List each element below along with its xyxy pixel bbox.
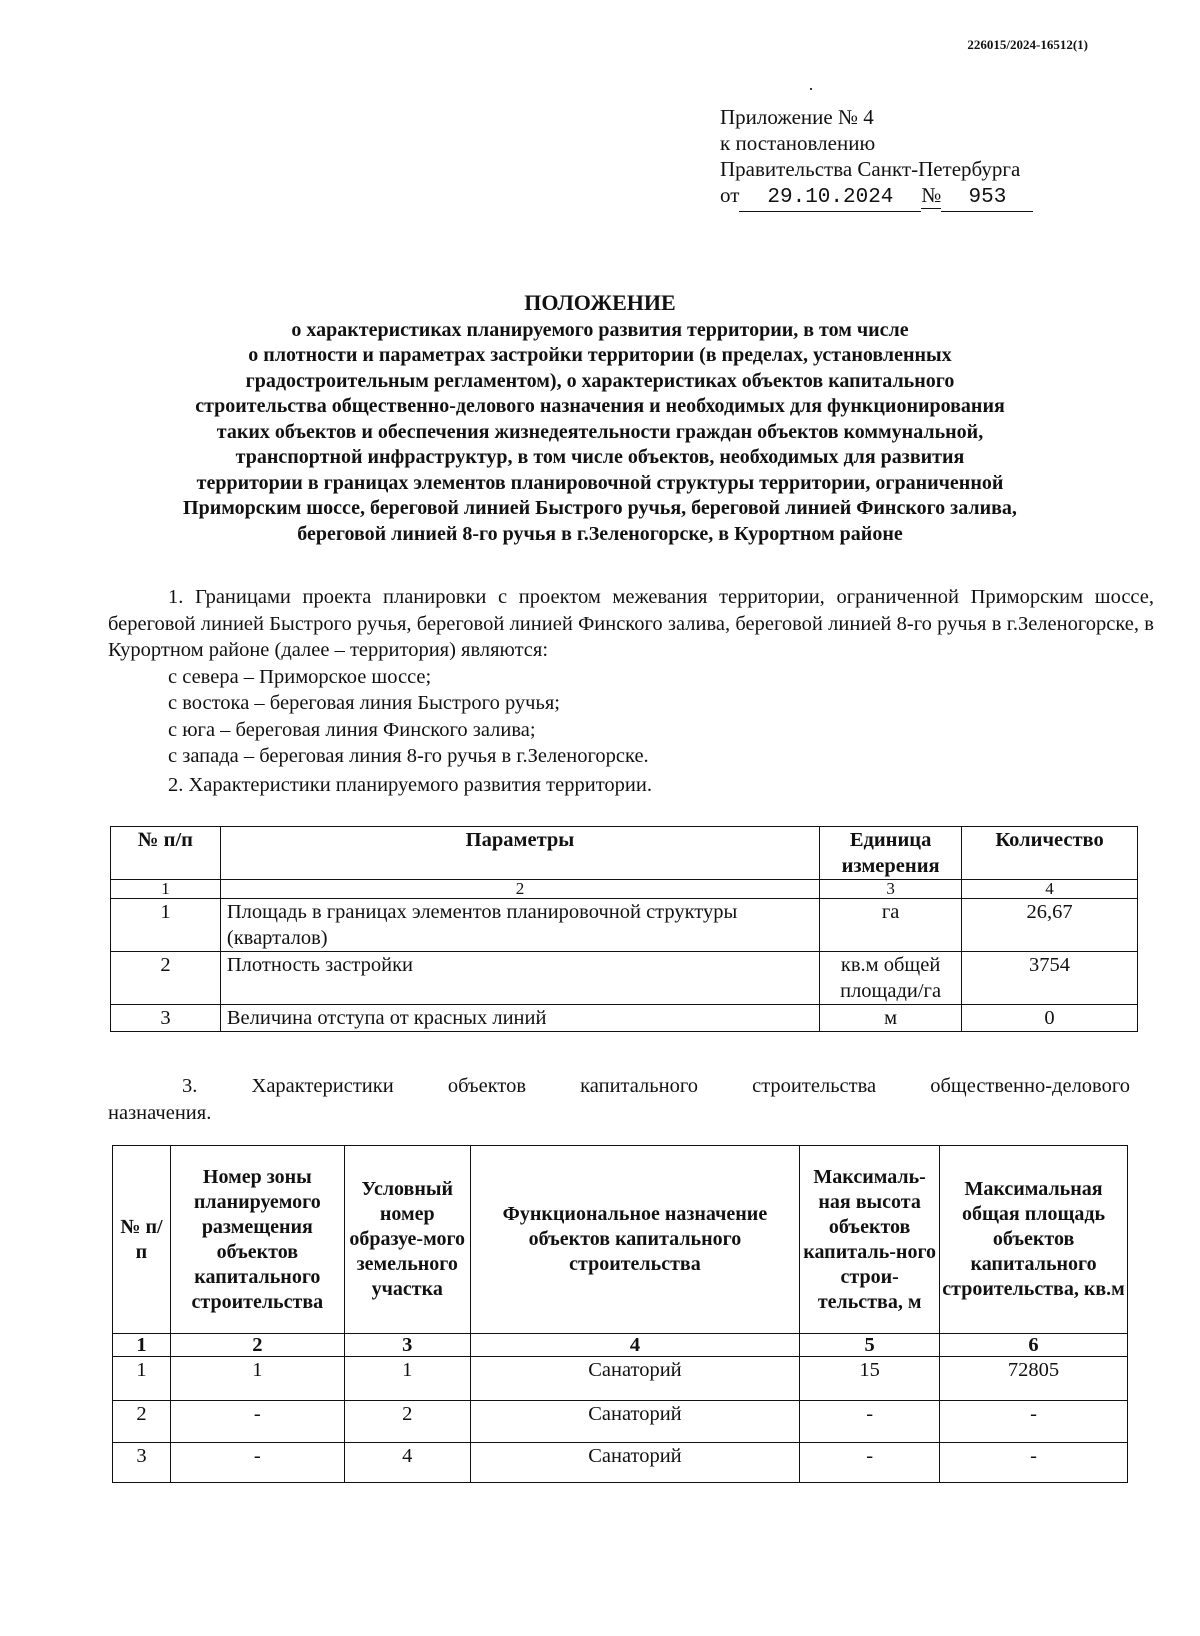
table-row [111,1005,1138,1032]
row-number: 1 [113,1357,171,1401]
row-number: 2 [111,952,221,1005]
row-number: 2 [113,1401,171,1443]
title-line: береговой линией 8-го ручья в г.Зеленогорске, в Курортном районе [297,522,903,545]
table-row [113,1443,1128,1483]
table-row [113,1357,1128,1401]
title-line: таких объектов и обеспечения жизнедеятельности граждан объектов коммунальной, [216,420,984,443]
appendix-date-line [720,182,1033,212]
parameter-name: Площадь в границах элементов планировочной структуры (кварталов) [220,899,819,952]
unit: кв.м общей площади/га [820,952,962,1005]
appendix-line-3: Правительства Санкт-Петербурга [720,157,1021,181]
header-cell: Функциональное назначение объектов капитального строительства [470,1146,799,1334]
parameter-name: Величина отступа от красных линий [220,1005,819,1032]
column-number: 6 [940,1334,1128,1357]
plot-number: 4 [344,1443,470,1483]
appendix-header [720,104,1033,212]
appendix-line-1: Приложение № 4 [720,105,874,129]
scan-dot [810,88,812,90]
boundary-north: с севера – Приморское шоссе; [168,665,432,688]
plot-number: 2 [344,1401,470,1443]
max-height: 15 [800,1357,940,1401]
capital-construction-table [112,1145,1128,1483]
column-number: 1 [111,880,221,899]
parameter-name: Плотность застройки [220,952,819,1005]
boundary-south: с юга – береговая линия Финского залива; [168,718,536,741]
column-number: 1 [113,1334,171,1357]
row-number: 1 [111,899,221,952]
unit: га [820,899,962,952]
appendix-line-2: к постановлению [720,131,876,155]
function: Санаторий [470,1357,799,1401]
header-cell: Максималь-ная высота объектов капиталь-ного строи-тельства, м [800,1146,940,1334]
quantity: 3754 [962,952,1138,1005]
from-label: от [720,183,740,207]
row-number: 3 [113,1443,171,1483]
header-cell: Параметры [220,827,819,880]
zone-number: 1 [170,1357,344,1401]
column-number: 3 [820,880,962,899]
table-row [111,952,1138,1005]
title-line: строительства общественно-делового назначения и необходимых для функционирования [195,395,1005,417]
header-cell: Номер зоны планируемого размещения объектов капитального строительства [170,1146,344,1334]
header-cell: Количество [962,827,1138,880]
header-cell: № п/п [113,1146,171,1334]
max-area: 72805 [940,1357,1128,1401]
section-3-line-2: назначения. [108,1101,212,1124]
header-cell: Единица измерения [820,827,962,880]
column-number: 3 [344,1334,470,1357]
table-header-row [113,1146,1128,1334]
title-line: градостроительным регламентом), о характеристиках объектов капитального [245,369,955,392]
function: Санаторий [470,1443,799,1483]
column-number: 4 [962,880,1138,899]
column-number-row [113,1334,1128,1357]
column-number: 2 [220,880,819,899]
title-line: о характеристиках планируемого развития территории, в том числе [291,318,909,341]
column-number: 4 [470,1334,799,1357]
row-number: 3 [111,1005,221,1032]
max-height: - [800,1401,940,1443]
unit: м [820,1005,962,1032]
column-number: 5 [800,1334,940,1357]
title-line: транспортной инфраструктур, в том числе объектов, необходимых для развития [235,446,965,468]
table-row [111,899,1138,952]
title-line: о плотности и параметрах застройки территории (в пределах, установленных [248,344,952,366]
header-cell: Условный номер образуе-мого земельного участка [344,1146,470,1334]
title-line: территории в границах элементов планировочной структуры территории, ограниченной [196,471,1004,494]
max-area: - [940,1443,1128,1483]
section-1 [108,584,1154,770]
title-line: Приморским шоссе, береговой линией Быстрого ручья, береговой линией Финского залива, [183,497,1017,519]
decree-number: 953 [941,185,1033,212]
section-3-heading [108,1073,1130,1126]
document-id: 226015/2024-16512(1) [967,37,1088,52]
section-2-heading: 2. Характеристики планируемого развития территории. [168,774,652,796]
boundary-east: с востока – береговая линия Быстрого ручья; [168,692,560,714]
header-cell: Максимальная общая площадь объектов капитального строительства, кв.м [940,1146,1128,1334]
boundary-west: с запада – береговая линия 8-го ручья в г.Зеленогорске. [168,745,649,767]
max-height: - [800,1443,940,1483]
column-number-row [111,880,1138,899]
title-main: ПОЛОЖЕНИЕ [524,290,676,315]
table-row [113,1401,1128,1443]
function: Санаторий [470,1401,799,1443]
max-area: - [940,1401,1128,1443]
decree-date: 29.10.2024 [739,185,921,212]
zone-number: - [170,1443,344,1483]
section-3-line-1: 3. Характеристики объектов капитального строительства общественно-делового [182,1075,1130,1097]
zone-number: - [170,1401,344,1443]
header-cell: № п/п [111,827,221,880]
quantity: 0 [962,1005,1138,1032]
document-title [100,290,1100,547]
table-header-row [111,827,1138,880]
quantity: 26,67 [962,899,1138,952]
territory-parameters-table [110,826,1138,1032]
column-number: 2 [170,1334,344,1357]
number-label: № [921,183,942,207]
section-1-text: 1. Границами проекта планировки с проектом межевания территории, ограниченной Приморским шоссе, береговой линией Быстрого ручья, береговой линией Финского залива, береговой линией 8-го ручья в г.Зеленогорске, в Курортном районе (далее – территория) являются: [108,586,1154,661]
plot-number: 1 [344,1357,470,1401]
